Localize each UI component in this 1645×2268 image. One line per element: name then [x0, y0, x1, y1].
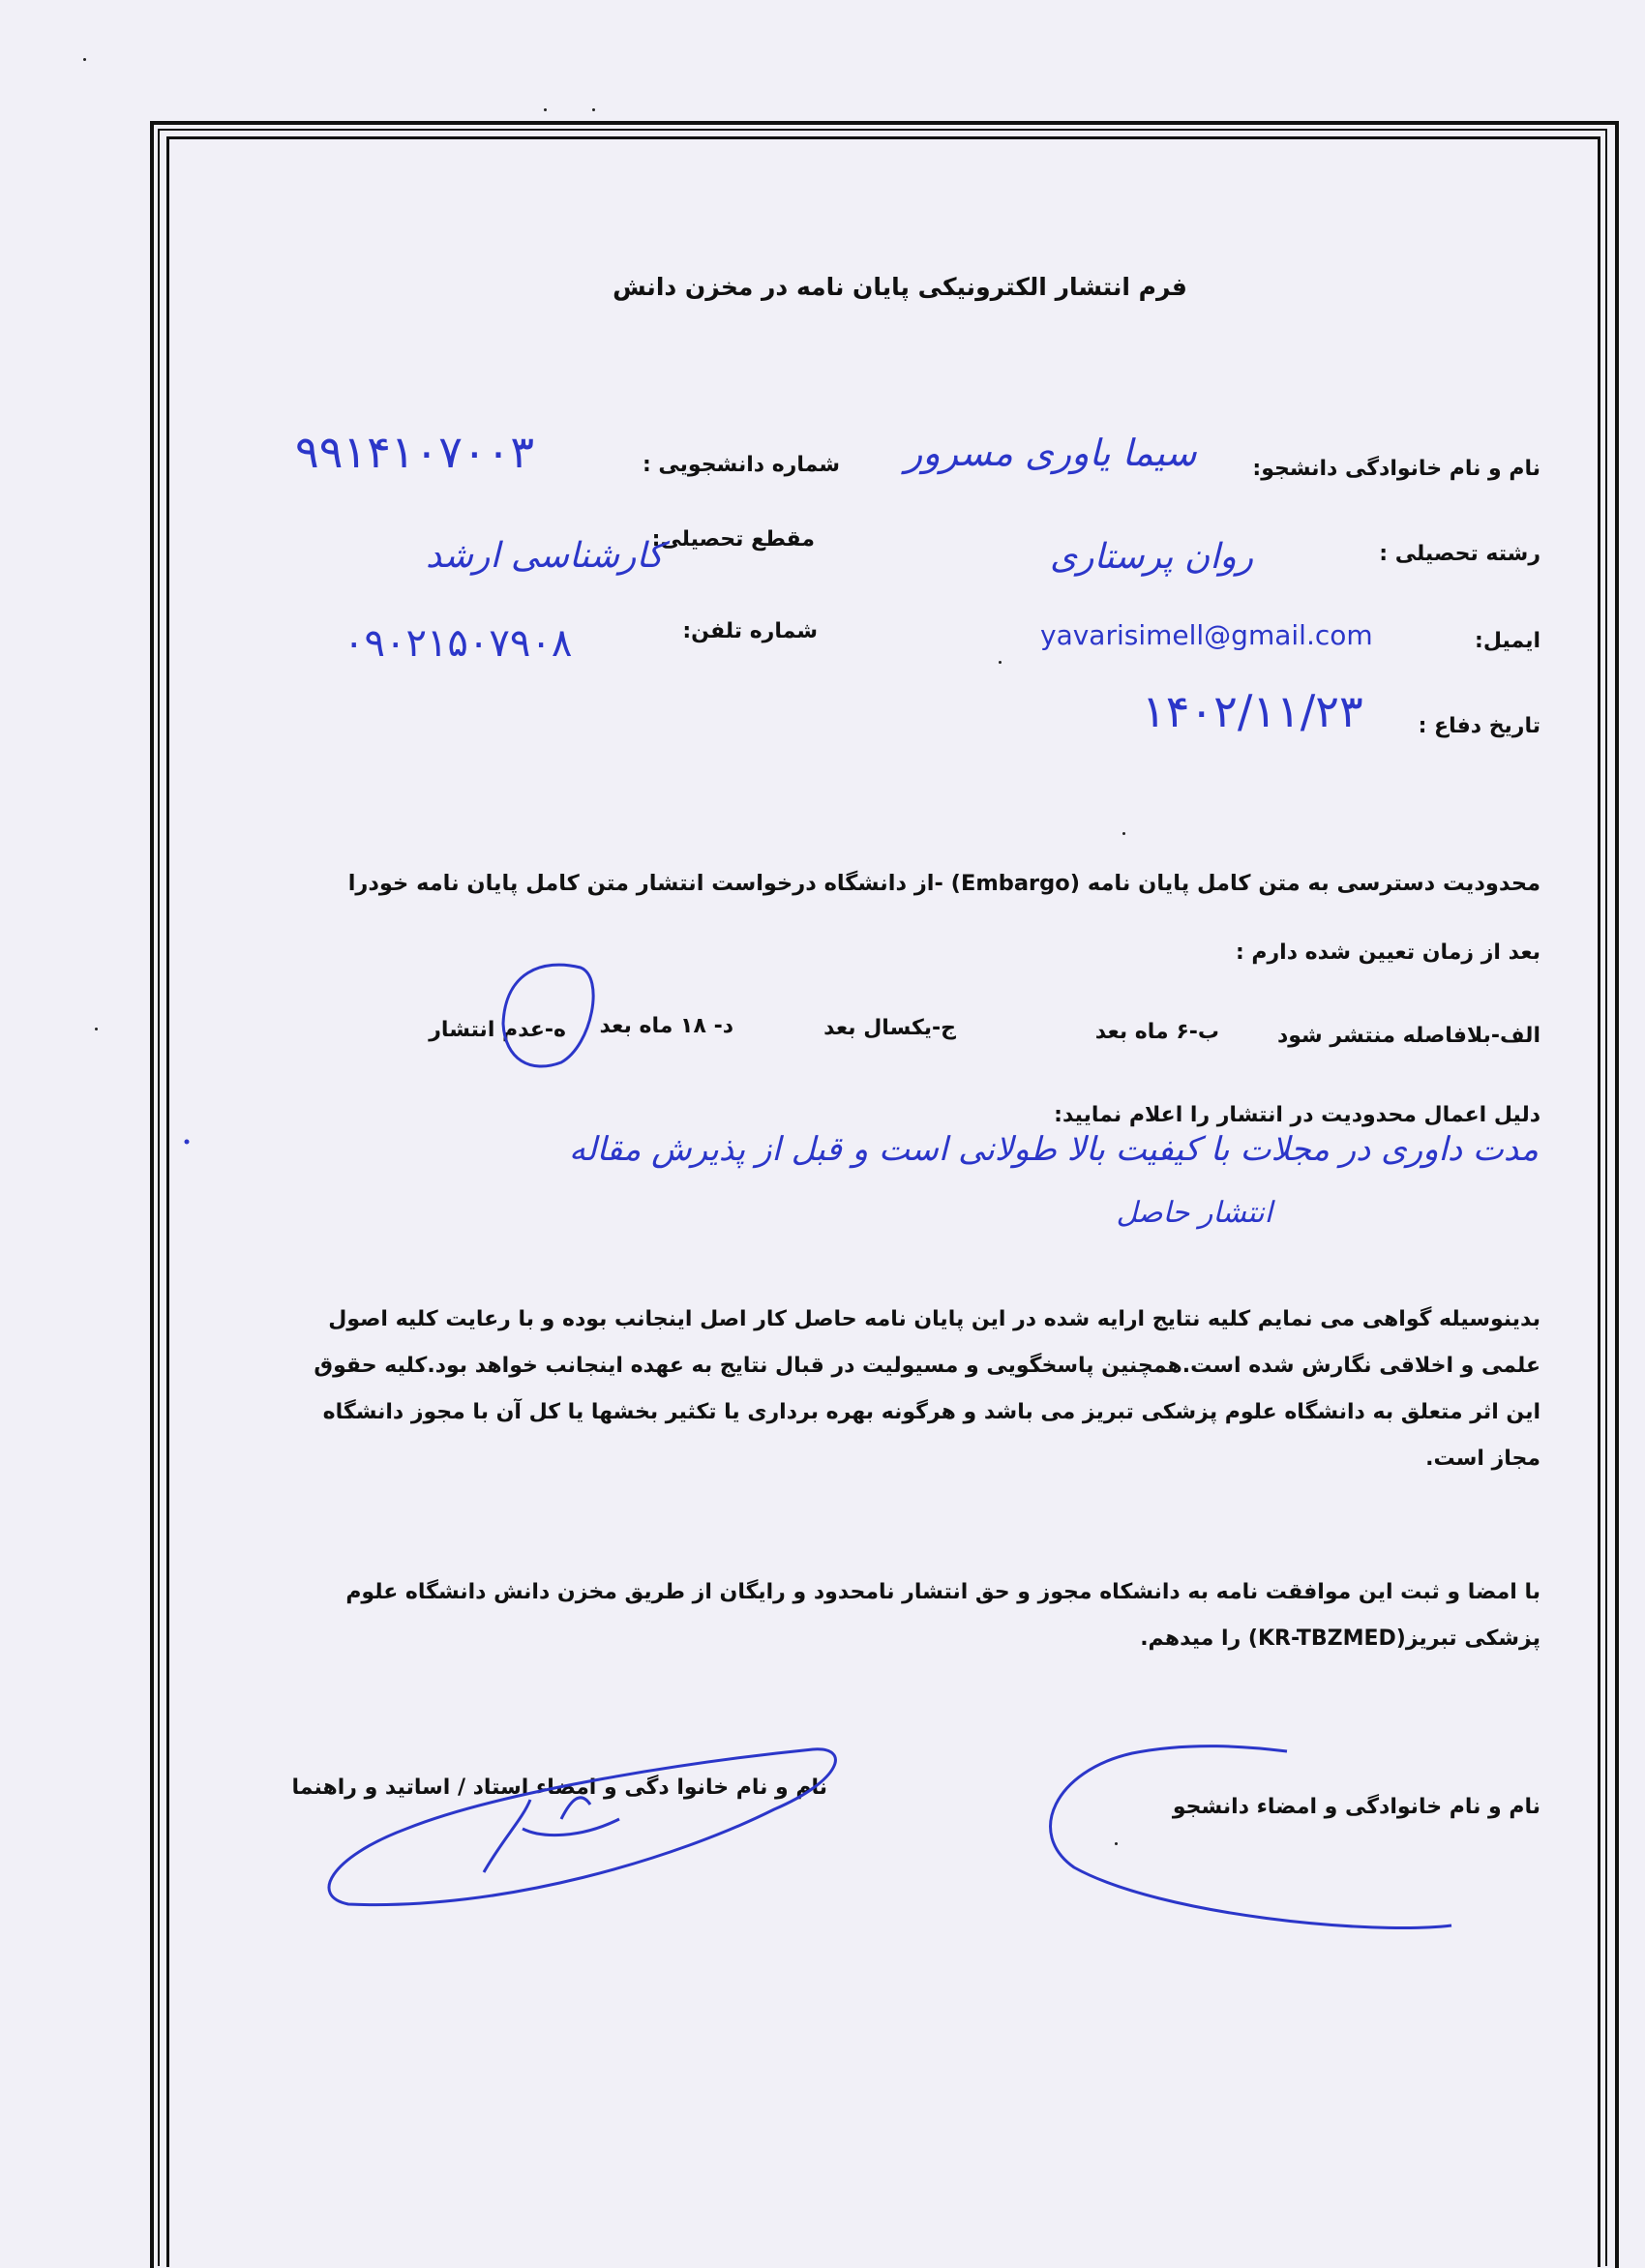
selection-circle [503, 965, 593, 1066]
student-name-label: نام و نام خانوادگی دانشجو: [1252, 457, 1540, 481]
supervisor-signature-mark [484, 1798, 619, 1872]
field-of-study-value: روان پرستاری [1050, 537, 1254, 577]
supervisor-signature [329, 1749, 835, 1905]
embargo-option-immediate[interactable]: الف-بلافاصله منتشر شود [1276, 1024, 1540, 1048]
license-line: با امضا و ثبت این موافقت نامه به دانشکاه مجوز و حق انتشار نامحدود و رایگان از طریق مخزن دانش دانشگاه علوم [345, 1580, 1540, 1604]
student-signature [1051, 1746, 1451, 1928]
defense-date-label: تاریخ دفاع : [1418, 714, 1540, 738]
email-label: ایمیل: [1475, 629, 1540, 653]
declaration-line: بدینوسیله گواهی می نمایم کلیه نتایج ارایه شده در این پایان نامه حاصل کار اصل اینجانب بوده و با رعایت کلیه اصول [328, 1307, 1540, 1331]
form-title: فرم انتشار الکترونیکی پایان نامه در مخزن دانش [613, 273, 1187, 301]
embargo-reason-label: دلیل اعمال محدودیت در انتشار را اعلام نمایید: [1054, 1103, 1540, 1127]
embargo-option-6-months[interactable]: ب-۶ ماه بعد [1094, 1020, 1219, 1044]
supervisor-signature-label: نام و نام خانوا دگی و امضاء استاد / اساتید و راهنما [291, 1776, 827, 1800]
embargo-option-no-publication[interactable]: ه-عدم انتشار [429, 1018, 566, 1042]
license-line: پزشکی تبریز(KR-TBZMED) را میدهم. [1140, 1626, 1540, 1651]
embargo-reason-line1: مدت داوری در مجلات با کیفیت بالا طولانی است و قبل از پذیرش مقاله [568, 1130, 1539, 1169]
degree-level-label: مقطع تحصیلی: [651, 527, 815, 552]
embargo-option-1-year[interactable]: ج-یکسال بعد [823, 1016, 956, 1040]
email-value: yavarisimell@gmail.com [1040, 619, 1373, 651]
phone-value: ۰۹۰۲۱۵۰۷۹۰۸ [344, 621, 573, 666]
embargo-reason-line2: انتشار حاصل [1116, 1196, 1272, 1230]
defense-date-value: ۱۴۰۲/۱۱/۲۳ [1142, 685, 1363, 737]
embargo-text-line2: بعد از زمان تعیین شده دارم : [1235, 940, 1540, 965]
phone-label: شماره تلفن: [682, 619, 818, 643]
student-id-value: ۹۹۱۴۱۰۷۰۰۳ [295, 426, 535, 478]
student-id-label: شماره دانشجویی : [642, 453, 840, 477]
pen-dot [185, 1140, 190, 1145]
declaration-line: مجاز است. [1425, 1447, 1540, 1471]
declaration-line: این اثر متعلق به دانشگاه علوم پزشکی تبریز می باشد و هرگونه بهره برداری یا تکثیر بخشها یا کل آن با مجوز دانشگاه [322, 1400, 1540, 1424]
student-signature-label: نام و نام خانوادگی و امضاء دانشجو [1172, 1795, 1540, 1819]
embargo-option-18-months[interactable]: د- ۱۸ ماه بعد [599, 1014, 733, 1038]
degree-level-value: کارشناسی ارشد [426, 536, 664, 576]
declaration-line: علمی و اخلاقی نگارش شده است.همچنین پاسخگویی و مسیولیت در قبال نتایج به عهده اینجانب خواهد بود.کلیه حقوق [314, 1354, 1540, 1378]
field-of-study-label: رشته تحصیلی : [1379, 542, 1540, 566]
embargo-text-line1: محدودیت دسترسی به متن کامل پایان نامه (Embargo) -از دانشگاه درخواست انتشار متن کامل پایان نامه خودرا [347, 871, 1540, 896]
student-name-value: سیما یاوری مسرور [905, 432, 1197, 474]
